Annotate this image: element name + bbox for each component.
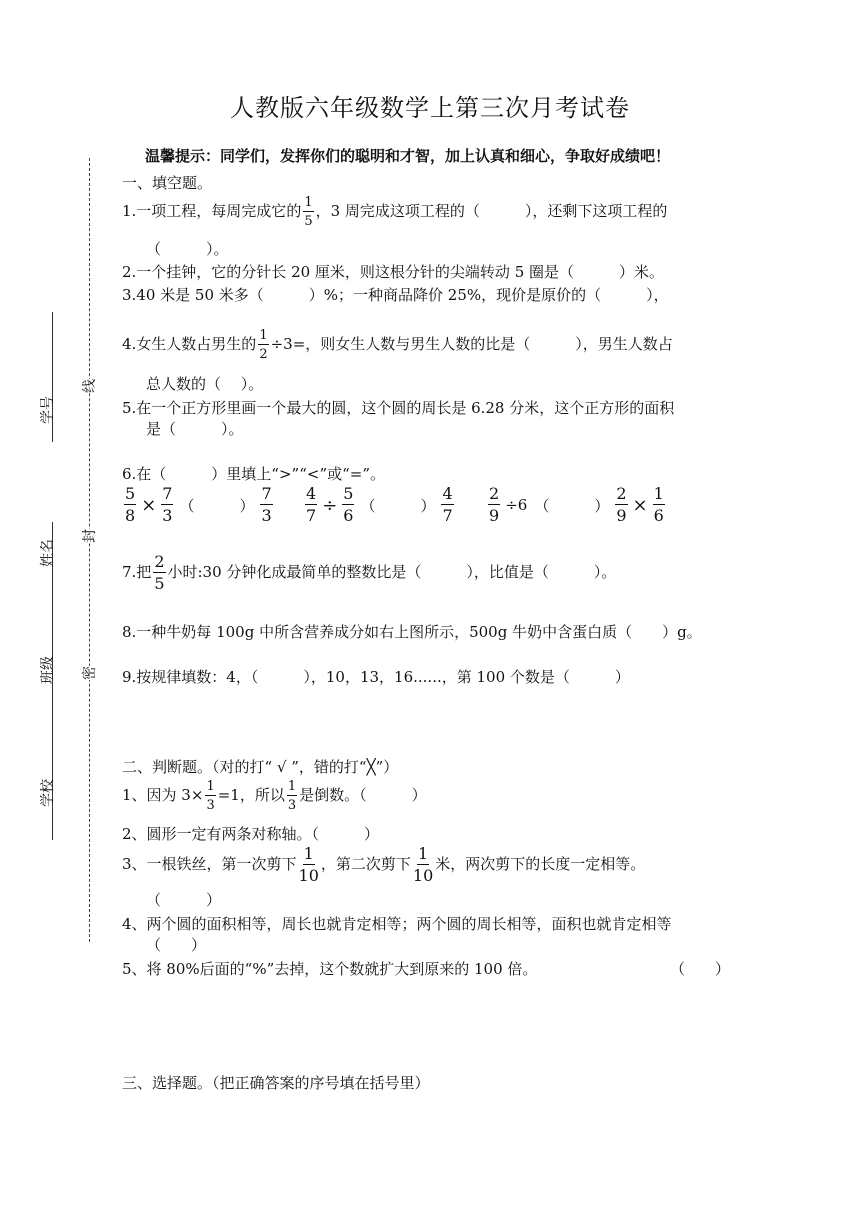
question-2-2: 2、圆形一定有两条对称轴。（ ） [122,825,380,843]
margin-line-banji [52,640,53,740]
label-mi: 密 [79,666,99,680]
question-2-1: 1、因为 3× $\frac{1}{3}$ =1，所以 $\frac{1}{3}$ 是倒数。（ ） [122,779,427,813]
page-title: 人教版六年级数学上第三次月考试卷 [230,94,630,122]
question-1-8: 8.一种牛奶每 100g 中所含营养成分如右上图所示，500g 牛奶中含蛋白质（ ）g。 [122,623,702,641]
question-1-5-cont: 是（ ）。 [146,420,244,438]
question-2-5-blank: （ ） [670,960,731,978]
compare-expr-3: $\frac{2}{9}$ ÷6 （ ） $\frac{2}{9}$ × $\frac{1}{6}$ [489,484,664,525]
answer-blank: （ ） [179,496,255,515]
compare-expr-2: $\frac{4}{7}$ ÷ $\frac{5}{6}$ （ ） $\frac{4}{7}$ [306,484,453,525]
question-1-3: 3.40 米是 50 米多（ ）%；一种商品降价 25%，现价是原价的（ ）， [122,286,669,304]
binding-dashed-line [89,158,90,942]
question-2-4: 4、两个圆的面积相等，周长也就肯定相等；两个圆的周长相等，面积也就肯定相等 [122,915,672,933]
answer-blank: （ ） [360,496,436,515]
question-2-5: 5、将 80%后面的“%”去掉，这个数就扩大到原来的 100 倍。 [122,960,538,978]
label-xuehao: 学号 [40,396,56,424]
question-1-9: 9.按规律填数：4，（ ），10，13，16......，第 100 个数是（ ） [122,668,630,686]
question-2-4-cont: （ ） [146,936,207,954]
question-2-3: 3、一根铁丝，第一次剪下 $\frac{1}{10}$ ，第二次剪下 $\frac{1}{10}$ 米，两次剪下的长度一定相等。 [122,844,646,885]
question-1-5: 5.在一个正方形里画一个最大的圆，这个圆的周长是 6.28 分米，这个正方形的面积 [122,399,675,417]
section3-heading: 三、选择题。（把正确答案的序号填在括号里） [122,1074,430,1092]
question-1-2: 2.一个挂钟，它的分针长 20 厘米，则这根分针的尖端转动 5 圈是（ ）米。 [122,263,665,281]
compare-expr-1: $\frac{5}{8}$ × $\frac{7}{3}$ （ ） $\frac{7}{3}$ [125,484,272,525]
label-banji: 班级 [40,656,56,684]
answer-blank: （ ） [534,496,610,515]
section1-heading: 一、填空题。 [122,174,213,192]
question-1-7: 7.把 $\frac{2}{5}$ 小时:30 分钟化成最简单的整数比是（ ），比值是（ ）。 [122,552,617,593]
tip-text: 温馨提示：同学们，发挥你们的聪明和才智，加上认真和细心，争取好成绩吧！ [145,147,671,165]
label-feng: 封 [79,529,99,543]
label-xuexiao: 学校 [40,779,56,807]
question-1-1-cont: （ ）。 [146,240,229,258]
question-1-4-cont: 总人数的（ ）。 [146,375,264,393]
question-1-1: 1.一项工程，每周完成它的 $\frac{1}{5}$ ，3 周完成这项工程的（ ），还剩下这项工程的 [122,195,668,229]
label-xingming: 姓名 [40,539,56,567]
question-1-6: 6.在（ ）里填上“>”“<”或“=”。 [122,465,386,483]
question-1-4: 4.女生人数占男生的 $\frac{1}{2}$ ÷3=，则女生人数与男生人数的比是（ ），男生人数占 [122,328,673,362]
question-2-3-cont: （ ） [146,891,222,909]
section2-heading: 二、判断题。（对的打“ √ ”，错的打“╳”） [122,758,399,776]
label-xian: 线 [79,379,99,393]
